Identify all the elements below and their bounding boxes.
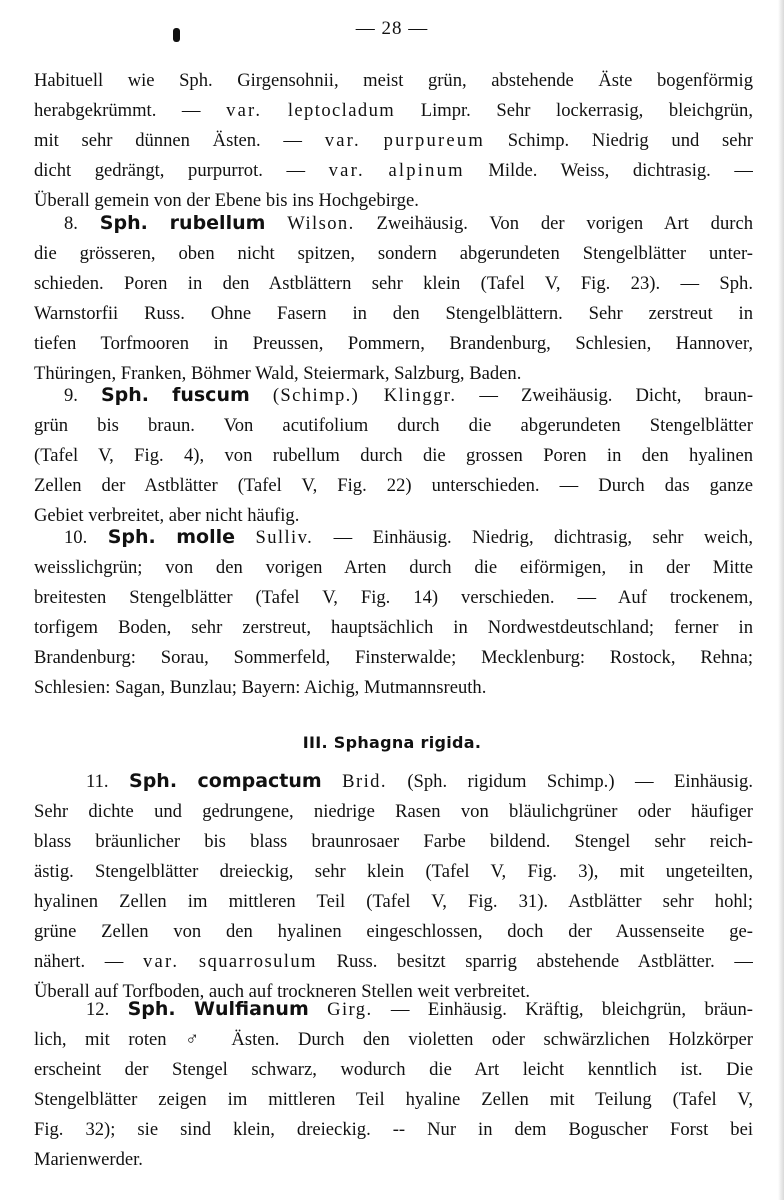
text-line: Gebiet verbreitet, aber nicht häufig. (34, 505, 300, 526)
species-number: 10. (64, 527, 88, 548)
species-heading-line: 10. Sph. molle Sulliv. — Einhäusig. Niedrig, dichtrasig, sehr weich, (64, 526, 753, 548)
species-heading-line: 9. Sph. fuscum (Schimp.) Klinggr. — Zweihäusig. Dicht, braun- (64, 384, 753, 406)
text-line: dicht gedrängt, purpurrot. — var. alpinum Milde. Weiss, dichtrasig. — (34, 160, 753, 181)
text-line: grün bis braun. Von acutifolium durch die abgerundeten Stengelblätter (34, 415, 753, 436)
species-name: fuscum (172, 384, 250, 406)
text-line: herabgekrümmt. — var. leptocladum Limpr. Sehr lockerrasig, bleichgrün, (34, 100, 753, 121)
text-line: torfigem Boden, sehr zerstreut, hauptsächlich in Nordwestdeutschland; ferner in (34, 617, 753, 638)
text-line: (Tafel V, Fig. 4), von rubellum durch die grossen Poren in den hyalinen (34, 445, 753, 466)
species-entry-10 (34, 522, 753, 703)
text-line: lich, mit roten ♂ Ästen. Durch den violetten oder schwärzlichen Holzkörper (34, 1029, 753, 1050)
species-author: Sulliv. (255, 527, 314, 548)
text-line: Fig. 32); sie sind klein, dreieckig. -- Nur in dem Boguscher Forst bei (34, 1119, 753, 1140)
text-line: schieden. Poren in den Astblättern sehr klein (Tafel V, Fig. 23). — Sph. (34, 273, 753, 294)
text-line: erscheint der Stengel schwarz, wodurch die Art leicht kenntlich ist. Die (34, 1059, 753, 1080)
text-line: Warnstorfii Russ. Ohne Fasern in den Stengelblättern. Sehr zerstreut in (34, 303, 753, 324)
text-line: Stengelblätter zeigen im mittleren Teil hyaline Zellen mit Teilung (Tafel V, (34, 1089, 753, 1110)
text-line: Überall gemein von der Ebene bis ins Hochgebirge. (34, 190, 419, 211)
species-number: 8. (64, 213, 78, 234)
species-number: 12. (86, 999, 110, 1020)
species-heading-line: 8. Sph. rubellum Wilson. Zweihäusig. Von der vorigen Art durch (64, 212, 753, 234)
section-heading: III. Sphagna rigida. (302, 733, 482, 752)
species-name: molle (176, 526, 235, 548)
text-line: tiefen Torfmooren in Preussen, Pommern, Brandenburg, Schlesien, Hannover, (34, 333, 753, 354)
genus-name: Sph. (129, 770, 178, 792)
text-line: die grösseren, oben nicht spitzen, sondern abgerundeten Stengelblätter unter- (34, 243, 753, 264)
genus-name: Sph. (101, 384, 150, 406)
species-entry-12 (34, 994, 753, 1175)
text-line: Zellen der Astblätter (Tafel V, Fig. 22) unterschieden. — Durch das ganze (34, 475, 753, 496)
genus-name: Sph. (127, 998, 176, 1020)
text-line: mit sehr dünnen Ästen. — var. purpureum Schimp. Niedrig und sehr (34, 130, 753, 151)
text-line: blass bräunlicher bis blass braunrosaer Farbe bildend. Stengel sehr reich- (34, 831, 753, 852)
species-name: compactum (197, 770, 322, 792)
species-entry-8 (34, 208, 753, 389)
species-author: Girg. (327, 999, 373, 1020)
species-name: rubellum (169, 212, 266, 234)
text-line: Thüringen, Franken, Böhmer Wald, Steiermark, Salzburg, Baden. (34, 363, 522, 384)
text-line: Überall auf Torfboden, auch auf trockneren Stellen weit verbreitet. (34, 981, 531, 1002)
text-line: ästig. Stengelblätter dreieckig, sehr klein (Tafel V, Fig. 3), mit ungeteilten, (34, 861, 753, 882)
genus-name: Sph. (107, 526, 156, 548)
text-line: Schlesien: Sagan, Bunzlau; Bayern: Aichig, Mutmannsreuth. (34, 677, 487, 698)
species-name: Wulfianum (194, 998, 309, 1020)
species-author: Brid. (342, 771, 387, 792)
text-line: Brandenburg: Sorau, Sommerfeld, Finsterwalde; Mecklenburg: Rostock, Rehna; (34, 647, 753, 668)
species-author: (Schimp.) Klinggr. (272, 385, 457, 406)
species-heading-line: 11. Sph. compactum Brid. (Sph. rigidum Schimp.) — Einhäusig. (86, 770, 753, 792)
species-entry-11 (34, 766, 753, 1007)
text-line: hyalinen Zellen im mittleren Teil (Tafel V, Fig. 31). Astblätter sehr hohl; (34, 891, 753, 912)
species-author: Wilson. (287, 213, 355, 234)
text-line: Sehr dichte und gedrungene, niedrige Rasen von bläulichgrüner oder häufiger (34, 801, 753, 822)
intro-paragraph (34, 66, 753, 216)
text-line: breitesten Stengelblätter (Tafel V, Fig. 14) verschieden. — Auf trockenem, (34, 587, 753, 608)
text-line: Marienwerder. (34, 1149, 143, 1170)
species-entry-9 (34, 380, 753, 531)
species-number: 11. (86, 771, 109, 792)
species-number: 9. (64, 385, 78, 406)
text-line: weisslichgrün; von den vorigen Arten durch die eiförmigen, in der Mitte (34, 557, 753, 578)
genus-name: Sph. (99, 212, 148, 234)
species-heading-line: 12. Sph. Wulfianum Girg. — Einhäusig. Kräftig, bleichgrün, bräun- (86, 998, 753, 1020)
page-edge-shadow (778, 0, 784, 1200)
page-number: — 28 — (355, 18, 429, 39)
text-line: nähert. — var. squarrosulum Russ. besitzt sparrig abstehende Astblätter. — (34, 951, 753, 972)
text-line: grüne Zellen von den hyalinen eingeschlossen, doch der Aussenseite ge- (34, 921, 753, 942)
text-line: Habituell wie Sph. Girgensohnii, meist grün, abstehende Äste bogenförmig (34, 70, 753, 91)
